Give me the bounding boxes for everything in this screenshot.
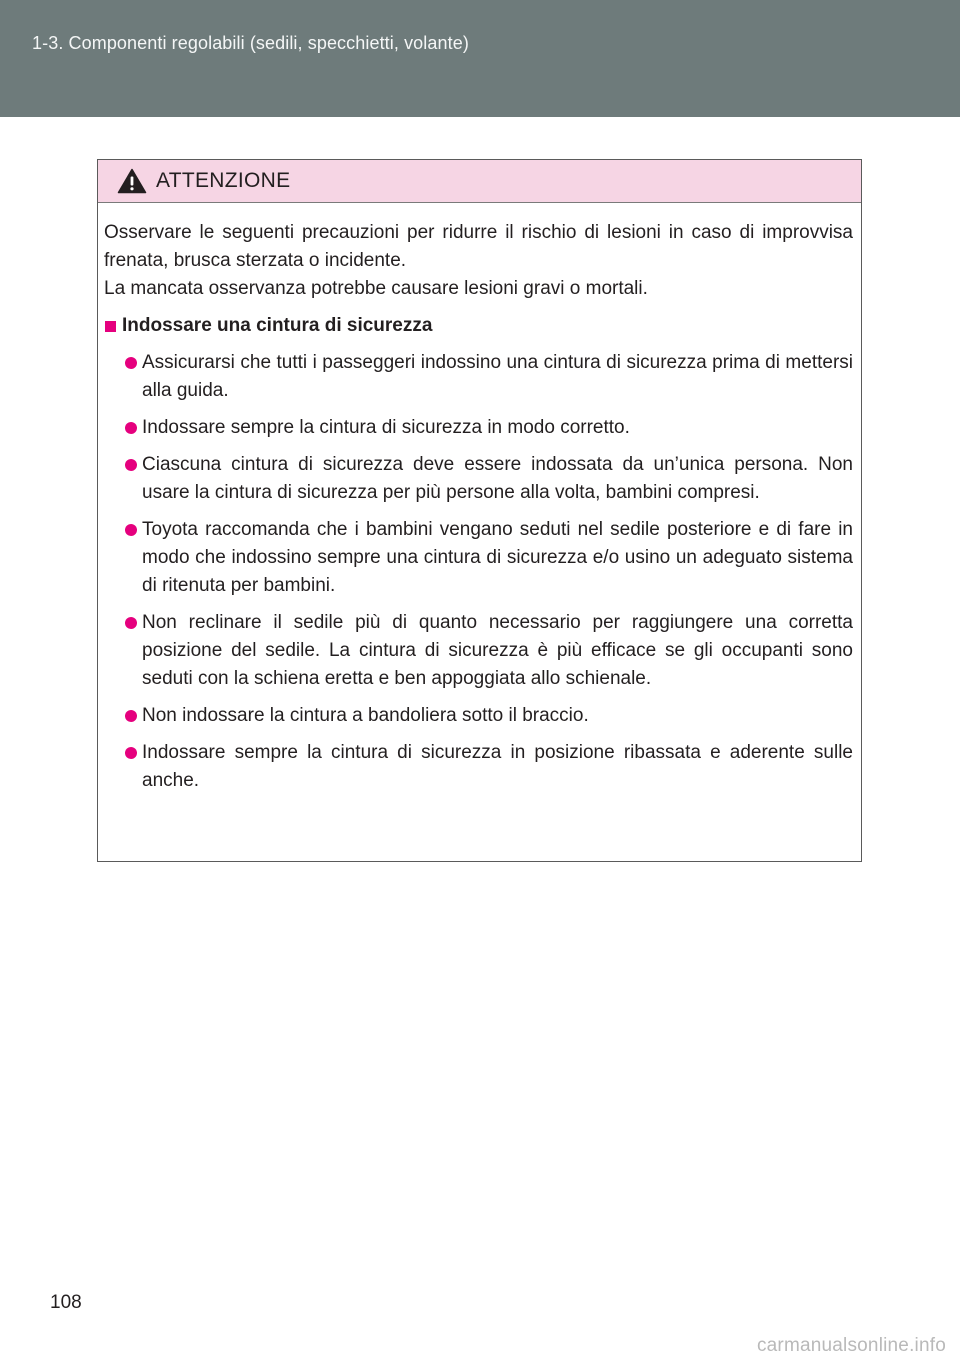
list-item bbox=[104, 349, 853, 405]
list-item bbox=[104, 414, 853, 442]
header-band bbox=[0, 0, 960, 117]
warning-triangle-icon bbox=[117, 168, 147, 194]
section-heading bbox=[104, 312, 853, 340]
warning-box bbox=[97, 159, 862, 862]
list-item-text: Non indossare la cintura a bandoliera sotto il braccio. bbox=[142, 705, 589, 726]
dot-bullet-icon bbox=[125, 747, 137, 759]
dot-bullet-icon bbox=[125, 357, 137, 369]
list-item-text: Assicurarsi che tutti i passeggeri indossino una cintura di sicurezza prima di mettersi alla guida. bbox=[142, 352, 853, 401]
list-item-text: Toyota raccomanda che i bambini vengano seduti nel sedile posteriore e di fare in modo che indossino sempre una cintura di sicurezza e/o usino un adeguato sistema di ritenuta per bambini. bbox=[142, 519, 853, 596]
list-item-text: Ciascuna cintura di sicurezza deve essere indossata da un’unica persona. Non usare la cintura di sicurezza per più persone alla volta, bambini compresi. bbox=[142, 454, 853, 503]
warning-content bbox=[104, 219, 853, 795]
list-item bbox=[104, 702, 853, 730]
list-item bbox=[104, 609, 853, 693]
bullet-list bbox=[104, 349, 853, 795]
section-heading-text: Indossare una cintura di sicurezza bbox=[122, 315, 433, 336]
section-title: 1-3. Componenti regolabili (sedili, specchietti, volante) bbox=[32, 33, 469, 53]
list-item-text: Indossare sempre la cintura di sicurezza in posizione ribassata e aderente sulle anche. bbox=[142, 742, 853, 791]
warning-header bbox=[98, 160, 861, 203]
dot-bullet-icon bbox=[125, 617, 137, 629]
dot-bullet-icon bbox=[125, 710, 137, 722]
page-number: 108 bbox=[50, 1292, 82, 1313]
list-item bbox=[104, 516, 853, 600]
warning-title: ATTENZIONE bbox=[156, 169, 291, 192]
list-item bbox=[104, 739, 853, 795]
intro-text-1: Osservare le seguenti precauzioni per ridurre il rischio di lesioni in caso di improvvisa frenata, brusca sterzata o incidente. bbox=[104, 222, 853, 271]
dot-bullet-icon bbox=[125, 422, 137, 434]
intro-text-2: La mancata osservanza potrebbe causare lesioni gravi o mortali. bbox=[104, 278, 648, 299]
watermark: carmanualsonline.info bbox=[756, 1335, 946, 1356]
dot-bullet-icon bbox=[125, 524, 137, 536]
list-item-text: Indossare sempre la cintura di sicurezza in modo corretto. bbox=[142, 417, 630, 438]
list-item bbox=[104, 451, 853, 507]
dot-bullet-icon bbox=[125, 459, 137, 471]
square-bullet-icon bbox=[105, 321, 116, 332]
list-item-text: Non reclinare il sedile più di quanto necessario per raggiungere una corretta posizione del sedile. La cintura di sicurezza è più efficace se gli occupanti sono seduti con la schiena eretta e ben appoggiata allo schienale. bbox=[142, 612, 853, 689]
